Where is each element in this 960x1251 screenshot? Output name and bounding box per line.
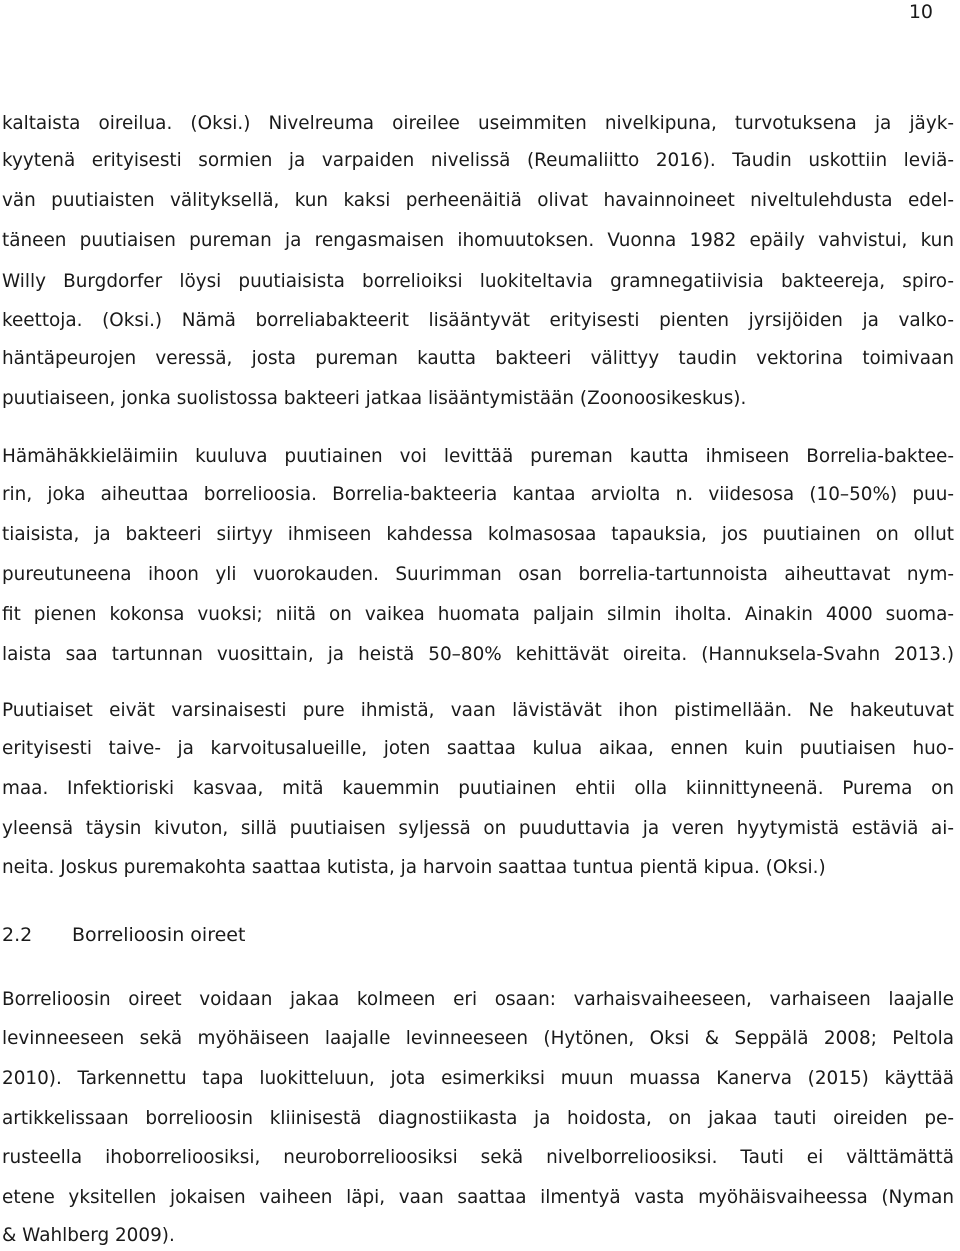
text-line: fit pienen kokonsa vuoksi; niitä on vaikea huomata paljain silmin iholta. Ainakin 4000 suoma- [2, 604, 954, 625]
text-line: maa. Infektioriski kasvaa, mitä kauemmin puutiainen ehtii olla kiinnittyneenä. Purema on [2, 778, 954, 799]
text-line: etene yksitellen jokaisen vaiheen läpi, vaan saattaa ilmentyä vasta myöhäisvaiheessa (Nyman [2, 1187, 954, 1208]
text-line: kyytenä erityisesti sormien ja varpaiden nivelissä (Reumaliitto 2016). Taudin uskottiin leviä- [2, 150, 954, 171]
text-line: Willy Burgdorfer löysi puutiaisista borrelioiksi luokiteltavia gramnegatiivisia bakteereja, spiro- [2, 271, 954, 292]
text-line: artikkelissaan borrelioosin kliinisestä diagnostiikasta ja hoidosta, on jakaa tauti oireiden pe- [2, 1108, 954, 1129]
text-line: Puutiaiset eivät varsinaisesti pure ihmistä, vaan lävistävät ihon pistimellään. Ne hakeutuvat [2, 700, 954, 721]
text-line: neita. Joskus puremakohta saattaa kutista, ja harvoin saattaa tuntua pientä kipua. (Oksi.) [2, 857, 826, 878]
text-line: 2010). Tarkennettu tapa luokitteluun, jota esimerkiksi muun muassa Kanerva (2015) käyttää [2, 1068, 954, 1089]
section-title: Borrelioosin oireet [72, 924, 246, 946]
text-line: puutiaiseen, jonka suolistossa bakteeri jatkaa lisääntymistään (Zoonoosikeskus). [2, 388, 747, 409]
text-line: pureutuneena ihoon yli vuorokauden. Suurimman osan borrelia-tartunnoista aiheuttavat nym- [2, 564, 954, 585]
text-line: keettoja. (Oksi.) Nämä borreliabakteerit lisääntyvät erityisesti pienten jyrsijöiden ja valko- [2, 310, 954, 331]
text-line: & Wahlberg 2009). [2, 1225, 175, 1246]
text-line: Borrelioosin oireet voidaan jakaa kolmeen eri osaan: varhaisvaiheeseen, varhaiseen laajalle [2, 989, 954, 1010]
text-line: erityisesti taive- ja karvoitusalueille, joten saattaa kulua aikaa, ennen kuin puutiaisen huo- [2, 738, 954, 759]
text-line: Hämähäkkieläimiin kuuluva puutiainen voi levittää pureman kautta ihmiseen Borrelia-baktee- [2, 446, 954, 467]
text-line: vän puutiaisten välityksellä, kun kaksi perheenäitiä olivat havainnoineet niveltulehdusta edel- [2, 190, 954, 211]
text-line: rin, joka aiheuttaa borrelioosia. Borrelia-bakteeria kantaa arviolta n. viidesosa (10–50%) puu- [2, 484, 954, 505]
text-line: laista saa tartunnan vuosittain, ja heistä 50–80% kehittävät oireita. (Hannuksela-Svahn 2013.) [2, 644, 954, 665]
section-number: 2.2 [2, 924, 33, 946]
text-line: täneen puutiaisen pureman ja rengasmaisen ihomuutoksen. Vuonna 1982 epäily vahvistui, kun [2, 230, 954, 251]
text-line: levinneeseen sekä myöhäiseen laajalle levinneeseen (Hytönen, Oksi & Seppälä 2008; Peltola [2, 1028, 954, 1049]
text-line: häntäpeurojen veressä, josta pureman kautta bakteeri välittyy taudin vektorina toimivaan [2, 348, 954, 369]
text-line: kaltaista oireilua. (Oksi.) Nivelreuma oireilee useimmiten nivelkipuna, turvotuksena ja jäyk- [2, 113, 954, 134]
section-heading [2, 923, 245, 947]
text-line: tiaisista, ja bakteeri siirtyy ihmiseen kahdessa kolmasosaa tapauksia, jos puutiainen on ollut [2, 524, 954, 545]
text-line: rusteella ihoborrelioosiksi, neuroborrelioosiksi sekä nivelborrelioosiksi. Tauti ei välttämättä [2, 1147, 954, 1168]
text-line: yleensä täysin kivuton, sillä puutiaisen syljessä on puuduttavia ja veren hyytymistä estäviä ai- [2, 818, 954, 839]
page-number: 10 [908, 1, 933, 23]
